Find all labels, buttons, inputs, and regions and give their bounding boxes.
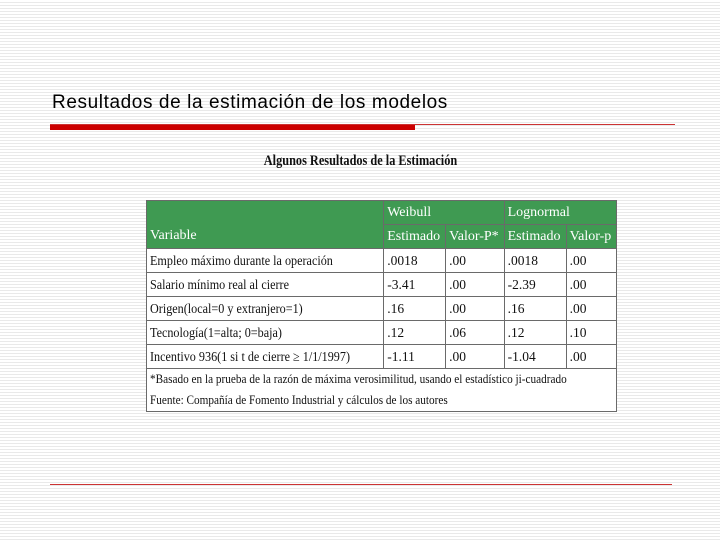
variable-label: Empleo máximo durante la operación: [150, 252, 333, 268]
cell-lognormal-valor-p: .00: [566, 273, 616, 297]
cell-variable: [147, 273, 384, 297]
cell-weibull-valor-p: .06: [446, 321, 504, 345]
table-column-header-row: [147, 225, 617, 249]
cell-variable: [147, 297, 384, 321]
cell-weibull-estimado: .0018: [384, 249, 446, 273]
column-header-lognormal-estimado: Estimado: [504, 225, 566, 249]
footnote-text: *Basado en la prueba de la razón de máxima verosimilitud, usando el estadístico ji-cuadrado: [150, 372, 567, 386]
cell-weibull-valor-p: .00: [446, 345, 504, 369]
variable-label: Tecnología(1=alta; 0=baja): [150, 324, 282, 340]
cell-lognormal-estimado: -2.39: [504, 273, 566, 297]
cell-weibull-valor-p: .00: [446, 249, 504, 273]
table-source-row: [147, 390, 617, 412]
bottom-rule: [50, 484, 672, 485]
table-footnote: [147, 369, 617, 391]
column-header-variable: Variable: [147, 225, 384, 249]
table-header-blank: [147, 201, 384, 225]
cell-variable: [147, 321, 384, 345]
variable-label: Incentivo 936(1 si t de cierre ≥ 1/1/1997): [150, 348, 351, 364]
table-row: [147, 273, 617, 297]
table-group-header-row: [147, 201, 617, 225]
table-row: [147, 321, 617, 345]
cell-weibull-estimado: -1.11: [384, 345, 446, 369]
cell-weibull-estimado: -3.41: [384, 273, 446, 297]
cell-lognormal-estimado: .0018: [504, 249, 566, 273]
variable-label: Salario mínimo real al cierre: [150, 276, 289, 292]
slide-title: Resultados de la estimación de los modelos: [52, 92, 448, 113]
cell-lognormal-valor-p: .00: [566, 345, 616, 369]
cell-lognormal-valor-p: .00: [566, 297, 616, 321]
cell-weibull-valor-p: .00: [446, 297, 504, 321]
cell-lognormal-estimado: .16: [504, 297, 566, 321]
cell-lognormal-estimado: .12: [504, 321, 566, 345]
table-note-row: [147, 369, 617, 391]
column-header-lognormal-valor-p: Valor-p: [566, 225, 616, 249]
cell-variable: [147, 345, 384, 369]
cell-lognormal-estimado: -1.04: [504, 345, 566, 369]
cell-weibull-estimado: .12: [384, 321, 446, 345]
cell-weibull-valor-p: .00: [446, 273, 504, 297]
table-row: [147, 345, 617, 369]
column-header-weibull-estimado: Estimado: [384, 225, 446, 249]
variable-label: Origen(local=0 y extranjero=1): [150, 300, 303, 316]
cell-variable: [147, 249, 384, 273]
results-table: [146, 200, 617, 412]
table-source: [147, 390, 617, 412]
title-underline-accent: [50, 125, 415, 130]
cell-weibull-estimado: .16: [384, 297, 446, 321]
table-row: [147, 297, 617, 321]
group-header-lognormal: Lognormal: [504, 201, 616, 225]
group-header-weibull: Weibull: [384, 201, 504, 225]
cell-lognormal-valor-p: .10: [566, 321, 616, 345]
table-row: [147, 249, 617, 273]
source-text: Fuente: Compañía de Fomento Industrial y cálculos de los autores: [150, 393, 448, 407]
column-header-weibull-valor-p: Valor-P*: [446, 225, 504, 249]
cell-lognormal-valor-p: .00: [566, 249, 616, 273]
table-title: Algunos Resultados de la Estimación: [263, 153, 458, 169]
